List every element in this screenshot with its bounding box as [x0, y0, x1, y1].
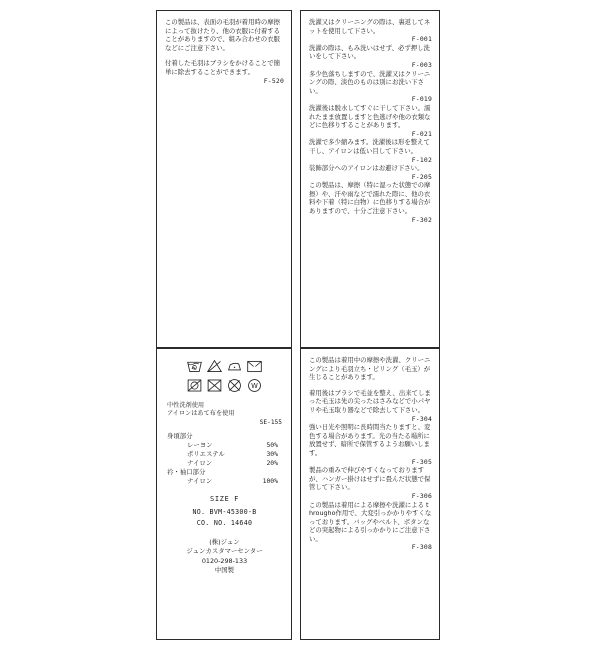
table-row: [165, 477, 284, 486]
wet-clean-symbol: [246, 377, 263, 398]
material-name: ナイロン: [187, 476, 213, 485]
brush-note-code: F-304: [411, 414, 432, 423]
panel-bottom-right-content: [301, 349, 439, 639]
snagging-note: この製品は着用による摩擦や洗濯による througho作用で、大変引っかかりやすくなっております。バッグやベルト、ボタンなどの突起物による引っかかりにご注意下さい。: [309, 500, 432, 543]
care-note-code: F-003: [411, 60, 432, 69]
material-percent: 50%: [266, 440, 278, 449]
no-dryclean-circle-symbol: [226, 377, 243, 398]
pilling-note: この製品は着用中の摩擦や洗濯、クリーニングにより毛羽立ち・ピリング（毛玉）が生じることがあります。: [309, 356, 431, 382]
care-note-code: F-021: [411, 129, 432, 138]
no-bleach-symbol: [206, 377, 223, 398]
care-note: 装飾部分へのアイロンはお避け下さい。: [309, 164, 424, 173]
fabric-shedding-note-1: この製品は、表面の毛羽が着用時の摩擦によって抜けたり、他の衣服に付着することがありますので、組み合わせの衣服などにご注意下さい。: [165, 18, 281, 52]
care-note: 洗濯後は脱水してすぐに干して下さい。濡れたまま放置しますと色逃げや他の衣類などに色移りすることがあります。: [309, 103, 431, 130]
panel-top-right: [300, 10, 440, 348]
brush-note: 着用後はブラシで毛並を整え、出来てしまった毛玉は先の尖ったはさみなどで小パヤリや毛玉取り器などで除去して下さい。: [309, 388, 431, 414]
panel-bottom-left-content: [157, 349, 291, 639]
sunlight-note-code: F-305: [411, 457, 432, 466]
material-name: レーヨン: [187, 440, 213, 449]
no-dry-clean-symbol: [246, 358, 263, 375]
table-row: [165, 459, 284, 468]
phone-number: 0120-298-133: [201, 556, 248, 565]
care-note: 洗濯で多少縮みます。洗濯後は形を整えて干し、アイロンは低い目して下さい。: [309, 138, 430, 155]
size-label: SIZE F: [210, 494, 239, 503]
storage-note-code: F-306: [411, 491, 432, 500]
care-note-code: F-001: [411, 35, 432, 44]
composition-table-collar: [165, 477, 284, 486]
panel-top-right-content: [301, 11, 439, 347]
care-symbol-row-2: [165, 377, 284, 398]
iron-cloth-note: アイロンはあて布を使用: [167, 410, 235, 418]
table-row: [165, 450, 284, 459]
care-note-code: F-302: [411, 215, 432, 224]
fabric-shedding-note-2: 付着した毛羽はブラシをかけることで簡単に除去することができます。: [165, 59, 281, 76]
care-note: 洗濯の際は、もみ洗いはせず、必ず押し洗いをして下さい。: [309, 43, 430, 61]
material-percent: 30%: [266, 449, 278, 458]
composition-title-collar: 衿・袖口部分: [167, 467, 206, 476]
snagging-note-code: F-308: [411, 543, 432, 552]
sunlight-note: 強い日光や照明に長時間当たりますと、変色する場合があります。光の当たる場所に放置せず、暗所で保管するようお願いします。: [309, 423, 431, 457]
fabric-shedding-note-code: F-520: [263, 76, 284, 85]
no-chlorine-bleach-symbol: [206, 358, 223, 375]
no-tumble-dry-symbol: [186, 377, 203, 398]
care-note: 洗濯又はクリーニングの際は、裏返してネットを使用して下さい。: [309, 18, 431, 35]
detergent-note: 中性洗剤使用: [167, 402, 205, 409]
material-name: ナイロン: [187, 458, 213, 467]
storage-note: 製品の重みで伸びやすくなっておりますが、ハンガー掛けはせずに畳んだ状態で保管して下さい。: [309, 466, 431, 492]
company-name: (株)ジュン: [209, 537, 240, 546]
panel-top-left: [156, 10, 292, 348]
iron-low-symbol: [226, 358, 243, 375]
panel-top-left-content: [157, 11, 291, 347]
care-note: 多少色落ちしますので、洗濯又はクリーニングの際、淡色のものは別にお洗い下さい。: [309, 69, 431, 95]
composition-table-body: [165, 441, 284, 468]
svg-text:W: W: [251, 382, 258, 391]
symbol-note-code: SE-155: [259, 418, 282, 426]
panel-bottom-right: [300, 348, 440, 640]
material-name: ポリエステル: [187, 449, 225, 458]
care-note-code: F-102: [411, 155, 432, 164]
product-number: NO. BVM-45300-B: [192, 507, 257, 516]
care-note-code: F-019: [411, 95, 432, 104]
hand-wash-symbol: [186, 358, 203, 375]
material-percent: 100%: [262, 476, 278, 485]
co-number: CO. NO. 14640: [196, 518, 253, 527]
care-symbol-row-1: [165, 358, 284, 375]
customer-center: ジュンカスタマーセンター: [186, 547, 263, 556]
table-row: [165, 441, 284, 450]
origin-country: 中国製: [214, 566, 235, 575]
composition-title-body: 身頃部分: [167, 431, 193, 440]
care-note-code: F-205: [411, 172, 432, 181]
care-note: この製品は、摩擦（特に湿った状態での摩擦）や、汗や雨などで濡れた際に、他の衣料や下着（特に白物）に色移りする場合がありますので、十分ご注意下さい。: [309, 181, 431, 216]
panel-bottom-left: [156, 348, 292, 640]
material-percent: 20%: [266, 458, 278, 467]
